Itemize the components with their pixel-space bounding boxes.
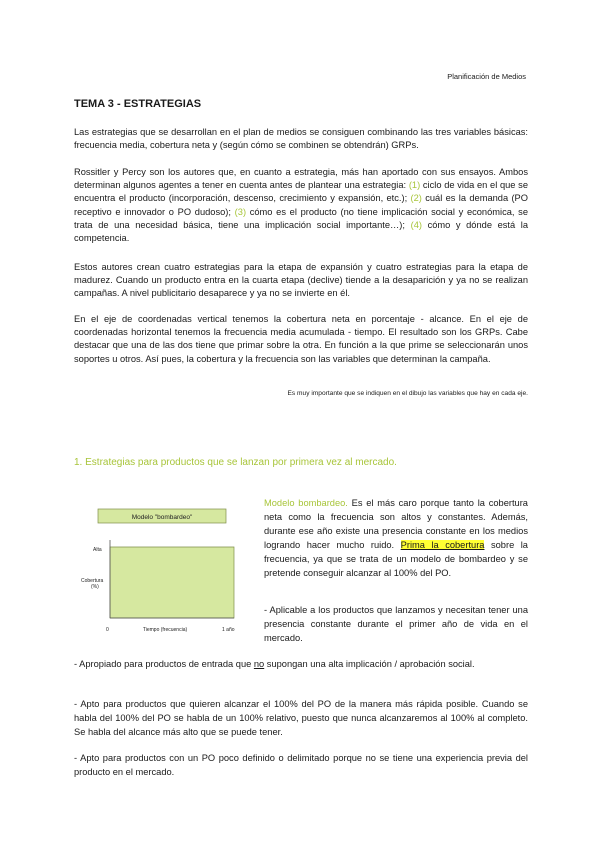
factor-number-1: (1) [408, 180, 421, 191]
y-axis-label-line2: (%) [91, 584, 99, 590]
page-title: TEMA 3 - ESTRATEGIAS [74, 98, 202, 110]
bombardeo-chart [81, 500, 248, 640]
bullet-text: - Apropiado para productos de entrada que [74, 659, 254, 669]
bullet-1 [74, 657, 528, 671]
model-bullet: - Aplicable a los productos que lanzamos y necesitan tener una presencia constante durante el primer año de vida en el mercado. [264, 605, 528, 643]
bullet-text: supongan una alta implicación / aprobación social. [264, 659, 475, 669]
plot-area [110, 547, 234, 618]
underlined-word: no [253, 659, 265, 669]
y-axis-label-line1: Cobertura [81, 578, 104, 584]
model-text: Es el más caro porque tanto la cobertura neta como la frecuencia son altos y constantes. Además, durante ese año existe una presencia constante en los medios logrando hacer mucho ruido. [264, 498, 528, 550]
factor-number-4: (4) [410, 219, 422, 230]
y-tick-alta: Alta [93, 547, 102, 553]
page-header: Planificación de Medios [447, 72, 526, 81]
highlighted-text: Prima la cobertura [400, 540, 485, 550]
paragraph-intro: Las estrategias que se desarrollan en el plan de medios se consiguen combinando las tres variables básicas: frecuencia media, cobertura neta y (según cómo se combinen se obtendrán) GRPs. [74, 127, 528, 151]
y-axis-label [81, 578, 103, 590]
chart-title: Modelo "bombardeo" [131, 514, 193, 521]
paragraph-text: cómo y dónde está la competencia. [74, 219, 528, 244]
paragraph-text: Rossitler y Percy son los autores que, en cuanto a estrategia, más han aportado con sus ensayos. Ambos determinan algunos agentes a tener en cuenta antes de plantear una estrategia: [74, 167, 528, 191]
factor-number-2: (2) [410, 193, 422, 204]
bullet-3: - Apto para productos con un PO poco definido o delimitado porque no se tiene una experiencia previa del producto en el mercado. [74, 753, 528, 777]
x-tick-1: 1 año [222, 627, 235, 633]
paragraph-text: cuál es la demanda (PO receptivo e innovador o PO dudoso); [74, 193, 528, 217]
paragraph-axes: En el eje de coordenadas vertical tenemos la cobertura neta en porcentaje - alcance. En el eje de coordenadas horizontal tenemos la frecuencia media acumulada - tiempo. El resultado son los GRPs. Cabe destacar que una de las dos tiene que primar sobre la otra. En función a la que prime se seleccionarán unos soportes u otros. Así pues, la cobertura y la frecuencia son las variables que determinan la campaña. [74, 314, 528, 364]
bullet-2: - Apto para productos que quieren alcanzar el 100% del PO de la manera más rápida posible. Cuando se habla del 100% del PO se habla de un 100% relativo, puesto que nunca alcanzaremos al 100% al completo. Se habla del alcance más alto que se puede tener. [74, 699, 528, 737]
paragraph-authors [74, 166, 528, 245]
axis-note: Es muy importante que se indiquen en el dibujo las variables que hay en cada eje. [287, 390, 528, 397]
x-tick-0: 0 [106, 627, 109, 633]
paragraph-text: ciclo de vida en el que se encuentra el producto (incorporación, descenso, crecimiento y expansión, etc.); [74, 180, 528, 204]
coverage-area [110, 547, 234, 618]
model-text: sobre la frecuencia, ya que se trata de un modelo de bombardeo y se pretende conseguir alcanzar al 100% del PO. [264, 540, 528, 578]
model-description [264, 496, 528, 580]
factor-number-3: (3) [234, 206, 247, 217]
paragraph-text: cómo es el producto (no tiene implicación social y económica, se trata de una necesidad básica, tiene una implicación social importante…); [74, 206, 528, 230]
paragraph-strategies: Estos autores crean cuatro estrategias para la etapa de expansión y cuatro estrategias para la etapa de madurez. Cuando un producto entra en la cuarta etapa (declive) tiende a la desaparición y ya no se realizan campañas. A nivel publicitario desaparece y ya no se invierte en él. [74, 262, 528, 299]
x-axis-label: Tiempo (frecuencia) [142, 627, 188, 633]
model-name: Modelo bombardeo. [264, 498, 348, 508]
section-title: 1. Estrategias para productos que se lanzan por primera vez al mercado. [74, 457, 397, 468]
